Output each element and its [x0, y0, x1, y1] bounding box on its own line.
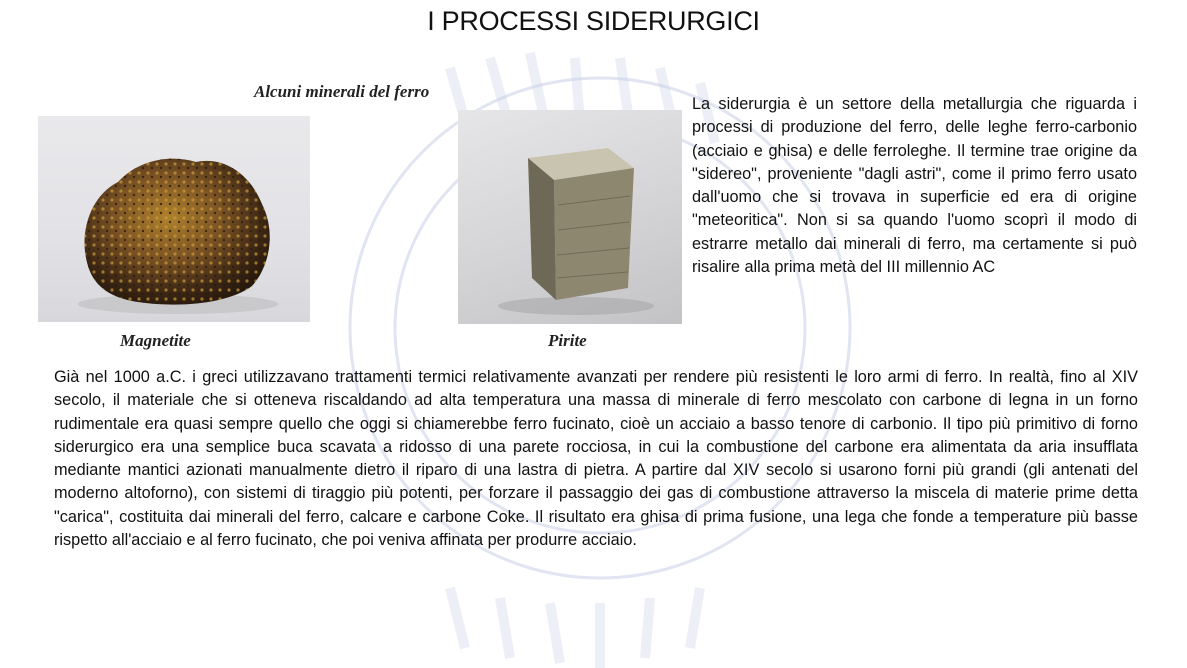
slide-title: I PROCESSI SIDERURGICI [427, 6, 760, 36]
pirite-label: Pirite [548, 331, 587, 350]
magnetite-label: Magnetite [120, 331, 191, 350]
magnetite-photo [38, 116, 310, 322]
pirite-photo [458, 110, 682, 324]
intro-paragraph: La siderurgia è un settore della metallurgia che riguarda i processi di produzione del ferro, delle leghe ferro-carbonio (acciaio e ghisa) e delle ferroleghe. Il termine trae origine da "sidereo", proveniente "dagli astri", come il primo ferro usato dall'uomo che si trovava in superficie ed era di origine "meteoritica". Non si sa quando l'uomo scoprì il modo di estrarre metallo dai minerali di ferro, ma certamente si può risalire alla prima metà del III millennio AC [692, 95, 1137, 277]
main-paragraph: Già nel 1000 a.C. i greci utilizzavano trattamenti termici relativamente avanzati per rendere più resistenti le loro armi di ferro. In realtà, fino al XIV secolo, il materiale che si otteneva riscaldando ad alta temperatura una massa di minerale di ferro mescolato con carbone di legna in un forno rudimentale era quasi sempre quello che oggi si chiamerebbe ferro fucinato, cioè un acciaio a basso tenore di carbonio. Il tipo più primitivo di forno siderurgico era una semplice buca scavata a ridosso di una parete rocciosa, in cui la combustione del carbone era alimentata da aria insufflata mediante mantici azionati manualmente dietro il riparo di una lastra di pietra. A partire dal XIV secolo si usarono forni più grandi (gli antenati del moderno altoforno), con sistemi di tiraggio più potenti, per forzare il passaggio dei gas di combustione attraverso la miscela di materie prime detta "carica", costituita dai minerali del ferro, calcare e carbone Coke. Il risultato era ghisa di prima fusione, una lega che fonde a temperature più basse rispetto all'acciaio e al ferro fucinato, che poi veniva affinata per produrre acciaio. [54, 368, 1138, 550]
figure-caption: Alcuni minerali del ferro [254, 82, 430, 101]
